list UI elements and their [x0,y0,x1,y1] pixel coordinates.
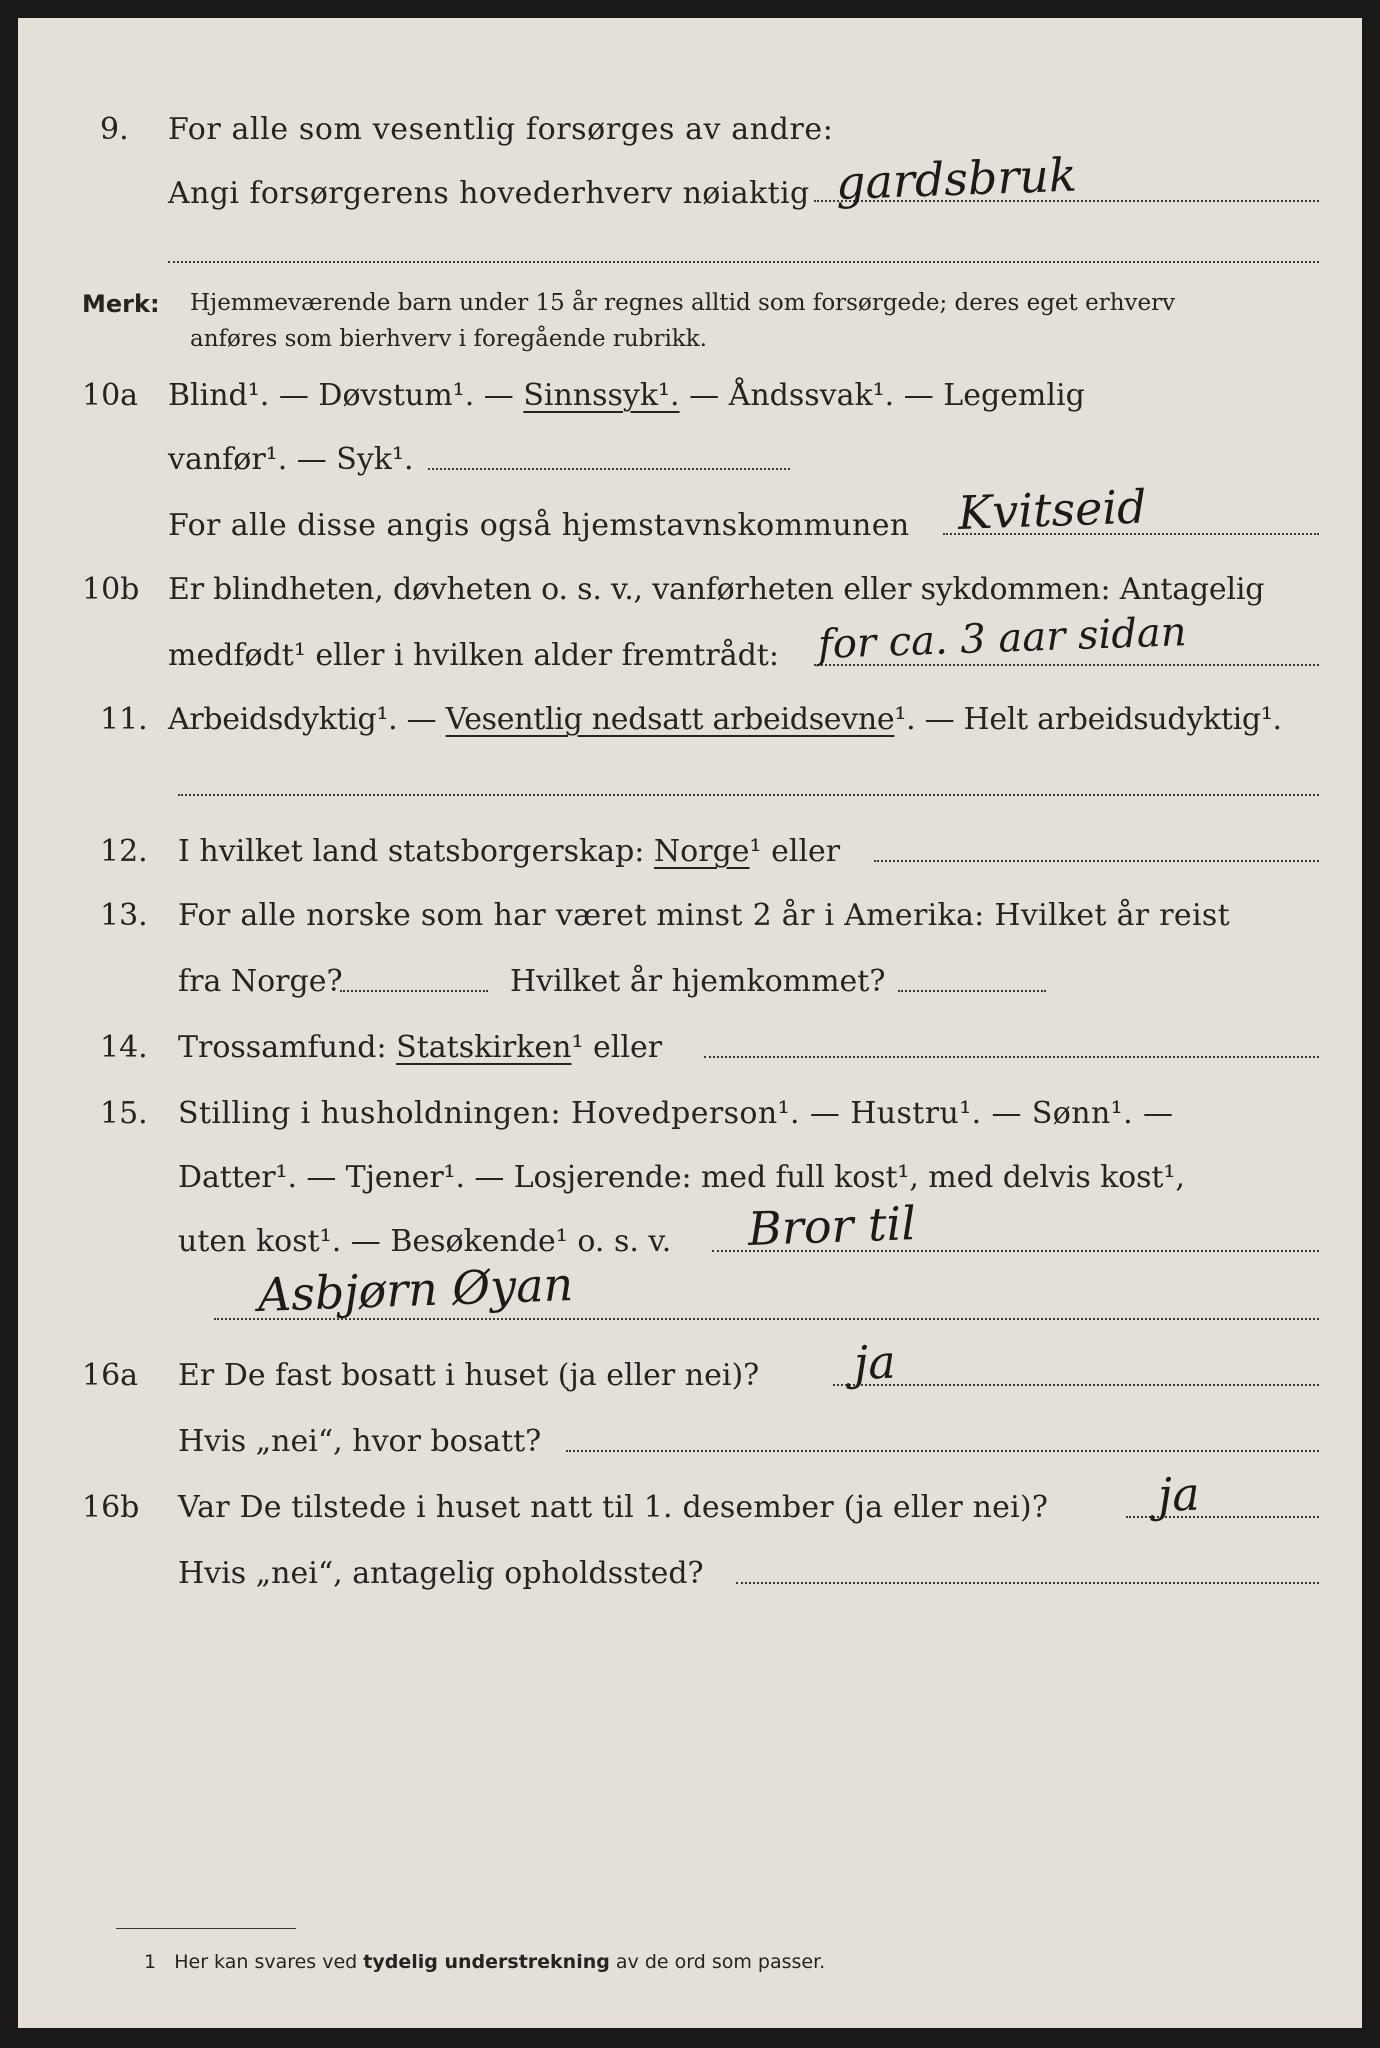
q9-line2: Angi forsørgerens hovederhverv nøiaktig [168,176,810,211]
q16a-number: 16a [82,1358,139,1393]
q12-number: 12. [100,834,148,869]
q16a-line1: Er De fast bosatt i huset (ja eller nei)? [178,1358,760,1393]
q12-text: I hvilket land statsborgerskap: [178,834,654,869]
q10a-line2: vanfør¹. — Syk¹. [168,442,414,477]
q10a-number: 10a [82,378,139,413]
q9-line1: For alle som vesentlig forsørges av andre: [168,112,834,147]
q12-eller: ¹ eller [749,834,841,869]
q11-line [168,702,1282,738]
footnote-rule [116,1928,296,1929]
merk-line1: Hjemmeværende barn under 15 år regnes alltid som forsørgede; deres eget erhverv [190,290,1176,316]
q16b-answer-line [1126,1516,1319,1518]
q10b-line1: Er blindheten, døvheten o. s. v., vanførheten eller sykdommen: Antagelig [168,572,1265,607]
q10b-line2: medfødt¹ eller i hvilken alder fremtrådt: [168,638,779,673]
q11-arbeidsdyktig: Arbeidsdyktig¹. — [168,702,446,737]
q14-eller: ¹ eller [571,1030,663,1065]
q10a-line1 [168,378,1085,414]
q15-line3: uten kost¹. — Besøkende¹ o. s. v. [178,1224,672,1259]
q15-line2: Datter¹. — Tjener¹. — Losjerende: med full kost¹, med delvis kost¹, [178,1160,1185,1195]
q12-line [178,834,840,870]
q13-line2a: fra Norge? [178,964,343,999]
q13-number: 13. [100,898,148,933]
q16b-handwritten-answer: ja [1157,1466,1201,1522]
q11-nedsatt-underlined: Vesentlig nedsatt arbeidsevne [445,702,895,737]
q15-line1: Stilling i husholdningen: Hovedperson¹. — Hustru¹. — Sønn¹. — [178,1096,1174,1131]
q16b-line1: Var De tilstede i huset natt til 1. desember (ja eller nei)? [178,1490,1049,1525]
q11-number: 11. [100,702,148,737]
q10a-syk-line [428,468,790,470]
q10a-blind: Blind¹. — Døvstum¹. — [168,378,524,413]
q14-line [178,1030,662,1066]
q16b-line2: Hvis „nei“, antagelig opholdssted? [178,1556,704,1591]
q16a-handwritten-answer: ja [853,1334,897,1390]
q13-line2b: Hvilket år hjemkommet? [510,964,886,999]
q14-answer-line [704,1056,1319,1058]
q15-handwritten-answer2: Asbjørn Øyan [257,1257,574,1322]
footnote [144,1951,825,1973]
q14-text: Trossamfund: [178,1030,397,1065]
q9-number: 9. [100,112,129,147]
q11-extra-line [178,794,1319,796]
q16b-opholdssted-line [736,1582,1319,1584]
q12-answer-line [874,860,1319,862]
q16a-answer-line [833,1384,1319,1386]
q16a-bosatt-line [566,1450,1319,1452]
q14-number: 14. [100,1030,148,1065]
footnote-text-bold: tydelig understrekning [363,1951,610,1973]
q15-handwritten-answer1: Bror til [747,1196,917,1256]
q10b-handwritten-answer: for ca. 3 aar sidan [817,609,1188,668]
q13-reist-line [340,990,488,992]
q16a-line2: Hvis „nei“, hvor bosatt? [178,1424,542,1459]
q13-line1: For alle norske som har været minst 2 år i Amerika: Hvilket år reist [178,898,1230,933]
merk-line2: anføres som bierhverv i foregående rubrikk. [190,326,707,352]
q9-extra-line [168,261,1319,263]
footnote-text-a: Her kan svares ved [174,1951,364,1973]
q13-hjemkommet-line [898,990,1046,992]
q10a-line3: For alle disse angis også hjemstavnskommunen [168,508,910,543]
q15-answer-line2 [214,1318,1319,1320]
footnote-number: 1 [144,1951,157,1973]
q10a-handwritten-answer: Kvitseid [957,479,1148,540]
merk-label: Merk: [82,290,160,318]
q15-number: 15. [100,1096,148,1131]
q10a-rest: — Åndssvak¹. — Legemlig [679,378,1085,413]
q10b-number: 10b [82,572,140,607]
q10a-sinnssyk-underlined: Sinnssyk¹. [523,378,680,413]
q9-handwritten-answer: gardsbruk [835,147,1078,210]
q16b-number: 16b [82,1490,140,1525]
footnote-text-c: av de ord som passer. [609,1951,826,1973]
q12-norge-underlined: Norge [653,834,750,869]
q14-statskirken-underlined: Statskirken [396,1030,572,1065]
census-form-page [18,18,1362,2028]
q11-helt: ¹. — Helt arbeidsudyktig¹. [894,702,1282,737]
